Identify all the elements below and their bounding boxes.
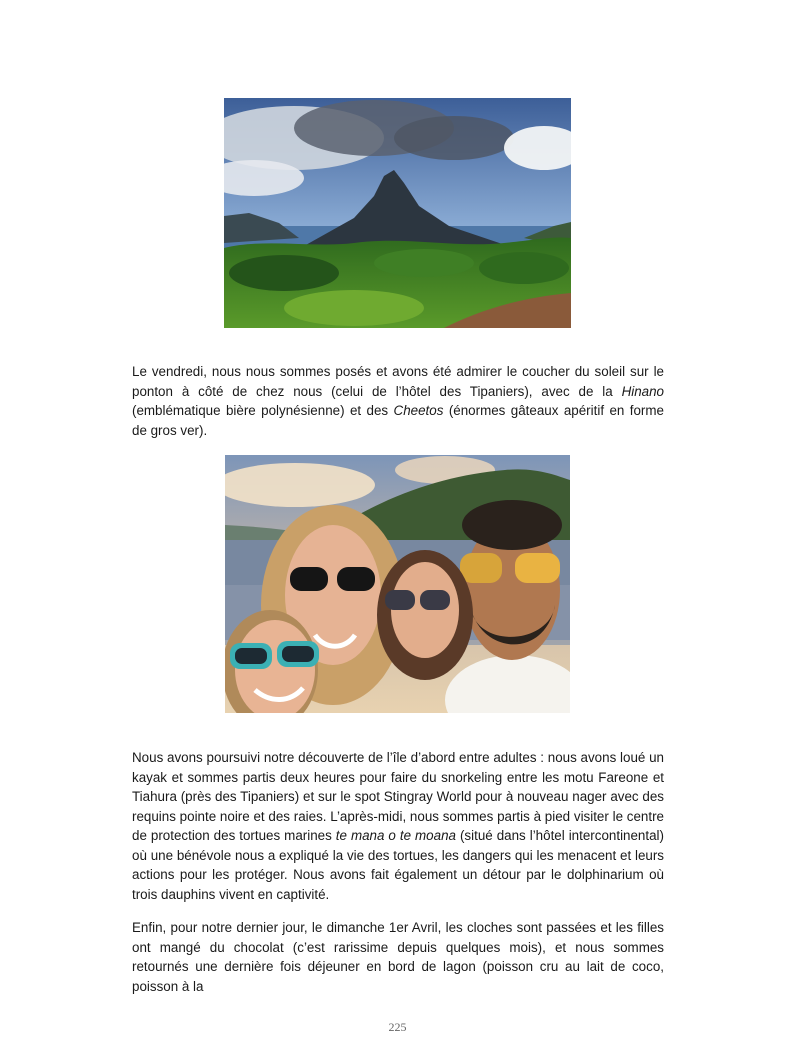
paragraph-text: Nous avons poursuivi notre découverte de l’île d’abord entre adultes : nous avons loué un kayak et sommes partis deux heures pour faire du snorkeling entre les motu Fareone et Tiahura (près des Tipaniers) et sur le spot Stingray World pour à nouveau nager avec des requins pointe noire et des raies. L’après-midi, nous sommes partis à pied visiter le centre de protection des tortues marines xyxy=(132,750,664,843)
paragraph-last-day xyxy=(132,918,664,996)
mountain-photo-illustration xyxy=(224,98,571,328)
mountain-landscape-photo xyxy=(224,98,571,328)
paragraph-discovery xyxy=(132,748,664,904)
italic-term-cheetos: Cheetos xyxy=(393,403,444,418)
italic-term-turtle-center: te mana o te moana xyxy=(335,828,456,843)
family-photo-illustration xyxy=(225,455,570,713)
paragraph-text: Le vendredi, nous nous sommes posés et avons été admirer le coucher du soleil sur le ponton à côté de chez nous (celui de l’hôtel des Tipaniers), avec de la xyxy=(132,364,664,399)
paragraph-text: (situé dans l’hôtel intercontinental) où une bénévole nous a expliqué la vie des tortues, les dangers qui les menacent et leurs actions pour les protéger. Nous avons fait également un détour par le dolphinarium où trois dauphins vivent en captivité. xyxy=(132,828,664,902)
paragraph-text: (emblématique bière polynésienne) et des xyxy=(132,403,394,418)
page-number: 225 xyxy=(388,1020,407,1034)
paragraph-text: Enfin, pour notre dernier jour, le dimanche 1er Avril, les cloches sont passées et les filles ont mangé du chocolat (c’est rarissime depuis quelques mois), et nous sommes retournés une dernière fois déjeuner en bord de lagon (poisson cru au lait de coco, poisson à la xyxy=(132,920,664,994)
paragraph-sunset xyxy=(132,362,664,440)
paragraph-text: (énormes gâteaux apéritif en forme de gros ver). xyxy=(132,403,664,438)
family-selfie-photo xyxy=(225,455,570,713)
italic-term-hinano: Hinano xyxy=(621,383,664,399)
